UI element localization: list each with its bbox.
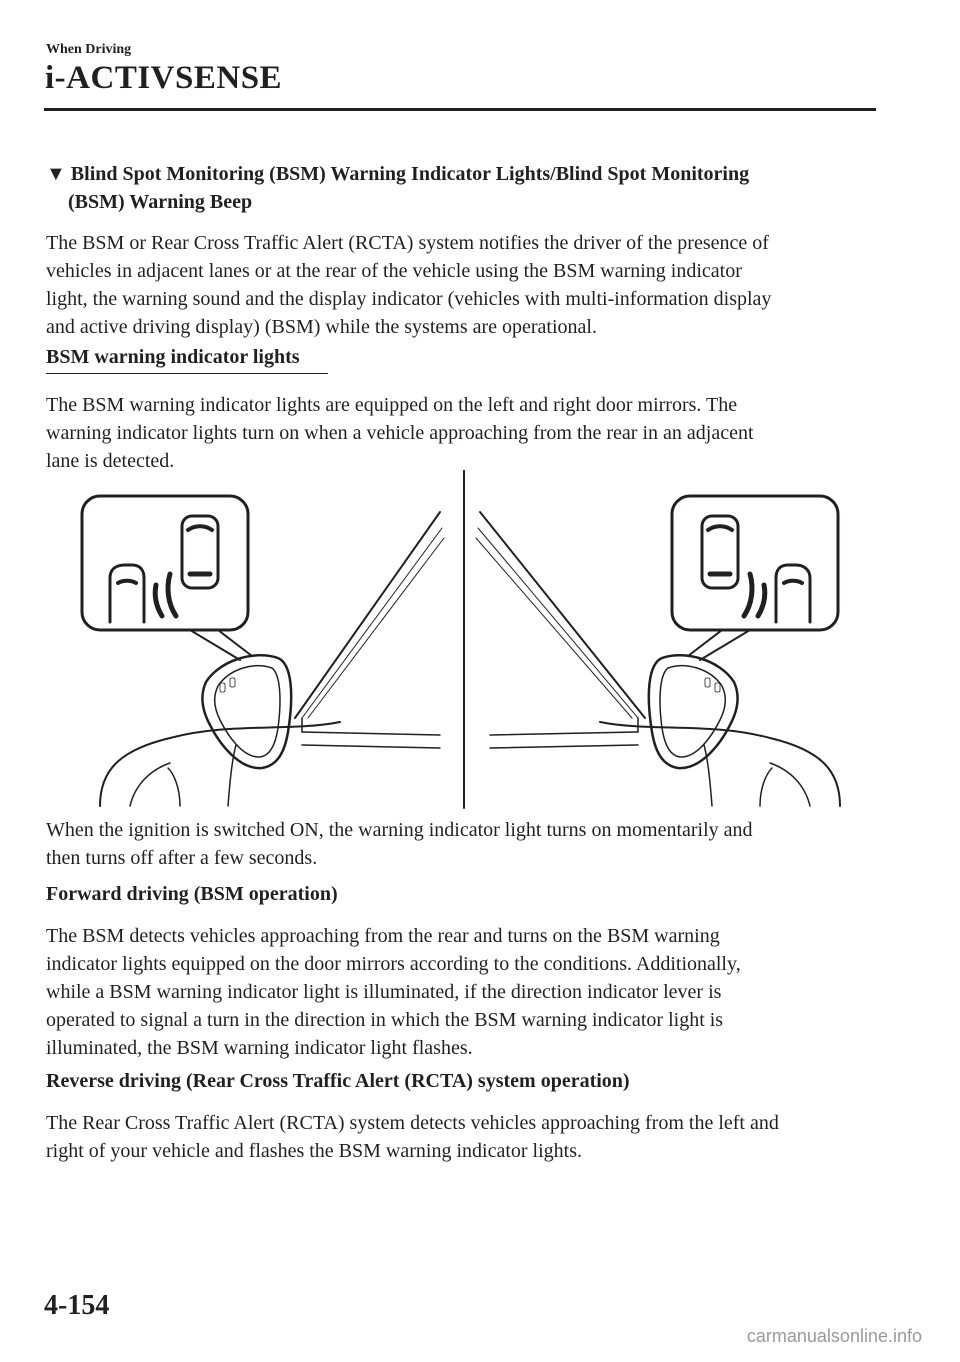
forward-paragraph [46,922,876,1062]
heading-line-1: ▼ Blind Spot Monitoring (BSM) Warning Indicator Lights/Blind Spot Monitoring [46,163,750,185]
section-title: i-ACTIVSENSE [45,60,283,96]
intro-line: The BSM or Rear Cross Traffic Alert (RCTA) system notifies the driver of the presence of [46,232,769,254]
intro-line: and active driving display) (BSM) while the systems are operational. [46,316,597,338]
lights-line: warning indicator lights turn on when a vehicle approaching from the rear in an adjacent [46,422,754,444]
subheading-forward: Forward driving (BSM operation) [46,883,338,905]
right-mirror-scene [476,496,840,806]
forward-line: indicator lights equipped on the door mirrors according to the conditions. Additionally, [46,953,741,975]
left-callout-box [82,496,248,630]
forward-line: operated to signal a turn in the direction in which the BSM warning indicator light is [46,1009,724,1031]
forward-line: while a BSM warning indicator light is illuminated, if the direction indicator lever is [46,981,722,1003]
ignition-paragraph [46,816,876,872]
forward-line: illuminated, the BSM warning indicator light flashes. [46,1037,473,1059]
forward-line: The BSM detects vehicles approaching from the rear and turns on the BSM warning [46,925,720,947]
subheading-bsm-lights: BSM warning indicator lights [46,346,300,368]
subheading-underline [46,373,328,374]
lights-line: The BSM warning indicator lights are equipped on the left and right door mirrors. The [46,394,738,416]
section-label: When Driving [46,42,132,57]
left-mirror-scene [82,496,444,806]
reverse-paragraph [46,1109,876,1165]
intro-line: light, the warning sound and the display indicator (vehicles with multi-information display [46,288,772,310]
door-mirror-illustration [80,470,860,810]
ignition-line: When the ignition is switched ON, the warning indicator light turns on momentarily and [46,819,753,841]
heading-marker: ▼ [46,163,66,185]
intro-paragraph [46,229,876,341]
reverse-line: The Rear Cross Traffic Alert (RCTA) system detects vehicles approaching from the left and [46,1112,779,1134]
intro-line: vehicles in adjacent lanes or at the rear of the vehicle using the BSM warning indicator [46,260,742,282]
lights-paragraph [46,391,876,475]
right-callout-box [672,496,838,630]
watermark: carmanualsonline.info [746,1326,922,1346]
heading-line-2: (BSM) Warning Beep [68,191,253,213]
header-rule [44,108,876,111]
page-number: 4-154 [44,1290,110,1321]
ignition-line: then turns off after a few seconds. [46,847,318,869]
section-heading [46,160,876,216]
lights-line: lane is detected. [46,450,175,472]
reverse-line: right of your vehicle and flashes the BSM warning indicator lights. [46,1140,583,1162]
subheading-reverse: Reverse driving (Rear Cross Traffic Alert (RCTA) system operation) [46,1070,630,1092]
